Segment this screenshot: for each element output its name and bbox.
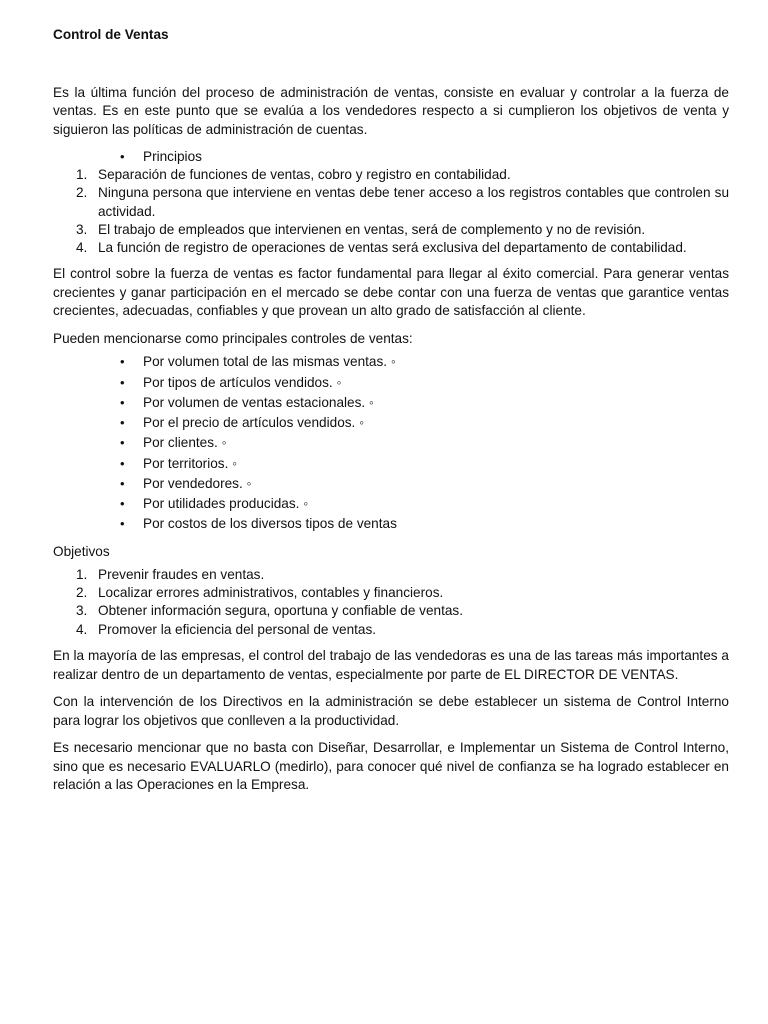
- list-item: 2. Ninguna persona que interviene en ventas debe tener acceso a los registros contables que controlen su actividad.: [76, 185, 729, 219]
- list-item: 3. El trabajo de empleados que intervienen en ventas, será de complemento y no de revisión.: [76, 221, 646, 237]
- bullet-icon: •: [120, 455, 125, 471]
- document-title: Control de Ventas: [53, 27, 169, 42]
- bullet-icon: •: [120, 475, 125, 491]
- bullet-icon: •: [120, 374, 125, 390]
- bullet-icon: •: [120, 495, 125, 511]
- list-item: 1. Separación de funciones de ventas, cobro y registro en contabilidad.: [76, 167, 511, 182]
- list-item: • Por clientes. ◦: [53, 433, 729, 453]
- list-item: • Por costos de los diversos tipos de ventas: [53, 514, 729, 534]
- objetivos-list: [53, 566, 729, 639]
- list-item: • Por utilidades producidas. ◦: [53, 494, 729, 514]
- list-item: • Por volumen total de las mismas ventas. ◦: [53, 352, 729, 372]
- list-item: • Por volumen de ventas estacionales. ◦: [53, 393, 729, 413]
- principios-heading: [53, 148, 729, 166]
- bullet-icon: •: [120, 394, 125, 410]
- paragraph-directivos: Con la intervención de los Directivos en la administración se debe establecer un sistema de Control Interno para lograr los objetivos que conlleven a la productividad.: [53, 694, 729, 728]
- document-page: [53, 26, 729, 804]
- principios-list: [53, 166, 729, 257]
- paragraph-fuerza-ventas: El control sobre la fuerza de ventas es factor fundamental para llegar al éxito comercial. Para generar ventas crecientes y ganar participación en el mercado se debe contar con una fuerza de ventas que garantice ventas crecientes, adecuadas, confiables y que provean un alto grado de satisfacción al cliente.: [53, 266, 729, 319]
- bullet-icon: •: [120, 435, 125, 451]
- controles-intro: Pueden mencionarse como principales controles de ventas:: [53, 330, 413, 346]
- paragraph-evaluarlo: Es necesario mencionar que no basta con Diseñar, Desarrollar, e Implementar un Sistema de Control Interno, sino que es necesario EVALUARLO (medirlo), para conocer qué nivel de confianza se ha logrado establecer en relación a las Operaciones en la Empresa.: [53, 740, 729, 792]
- bullet-icon: •: [120, 415, 125, 431]
- list-item: 3. Obtener información segura, oportuna y confiable de ventas.: [76, 603, 463, 619]
- paragraph-vendedoras: En la mayoría de las empresas, el control del trabajo de las vendedoras es una de las tareas más importantes a realizar dentro de un departamento de ventas, especialmente por parte de EL DIRECTOR DE VENTAS.: [53, 648, 729, 682]
- intro-paragraph: Es la última función del proceso de administración de ventas, consiste en evaluar y controlar a la fuerza de ventas. Es en este punto que se evalúa a los vendedores respecto a si cumplieron los objetivos de venta y siguieron las políticas de administración de cuentas.: [53, 84, 729, 137]
- list-item: 2. Localizar errores administrativos, contables y financieros.: [76, 585, 444, 601]
- objetivos-heading: Objetivos: [53, 544, 110, 560]
- list-item: • Por tipos de artículos vendidos. ◦: [53, 373, 729, 393]
- bullet-icon: •: [120, 516, 125, 532]
- list-item: 1. Prevenir fraudes en ventas.: [76, 566, 265, 582]
- bullet-icon: •: [120, 149, 125, 164]
- bullet-icon: •: [120, 354, 125, 370]
- list-item: • Por vendedores. ◦: [53, 474, 729, 494]
- list-item: 4. Promover la eficiencia del personal de ventas.: [76, 621, 377, 637]
- controles-list: [53, 352, 729, 534]
- principios-heading-label: Principios: [143, 149, 202, 164]
- list-item: 4. La función de registro de operaciones de ventas será exclusiva del departamento de contabilidad.: [76, 240, 687, 256]
- list-item: • Por territorios. ◦: [53, 454, 729, 474]
- list-item: • Por el precio de artículos vendidos. ◦: [53, 413, 729, 433]
